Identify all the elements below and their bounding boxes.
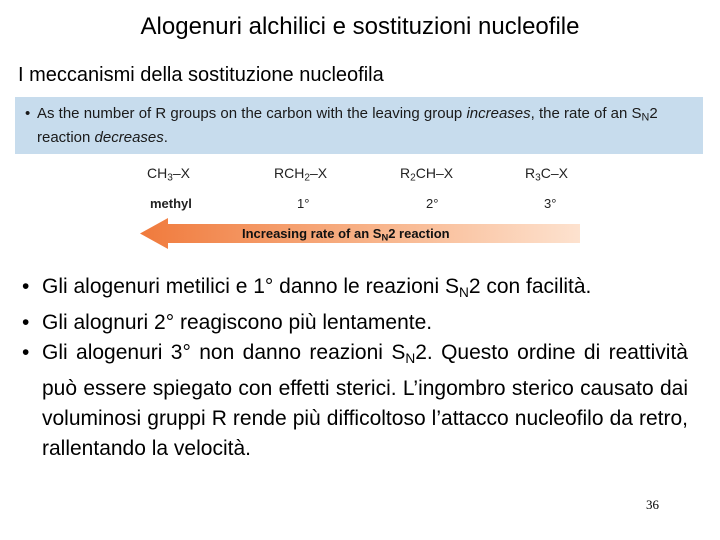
bullet-dot: • <box>22 275 30 298</box>
formula-tertiary <box>525 165 568 184</box>
bullet-dot: • <box>25 105 31 122</box>
bullet-text: Gli alognuri 2° reagiscono più lentamente. <box>42 311 433 335</box>
formula-sub: 2 <box>410 172 416 184</box>
list-item <box>22 308 688 338</box>
formula-sub: 3 <box>535 172 541 184</box>
bullet-dot: • <box>22 341 30 365</box>
bullet-sub: N <box>405 351 416 367</box>
list-item <box>22 272 688 308</box>
formula-tail: CH–X <box>415 165 454 181</box>
formula-tail: –X <box>309 165 328 181</box>
figure-statement-band <box>15 97 703 154</box>
formula-tail: C–X <box>540 165 568 181</box>
bullet-text: Gli alogenuri 3° non danno reazioni S <box>42 341 406 365</box>
bullet-list <box>22 272 688 464</box>
formula-sub: 3 <box>167 172 173 184</box>
statement-part2: , the rate of an S <box>530 105 642 122</box>
list-item <box>22 338 688 464</box>
slide-title: Alogenuri alchilici e sostituzioni nucleofile <box>140 13 580 40</box>
arrow-label-sub: N <box>381 232 389 243</box>
arrow-label-suffix: 2 reaction <box>388 226 450 241</box>
degree-tertiary: 3° <box>544 196 557 211</box>
degree-methyl: methyl <box>150 196 192 211</box>
arrow-label-prefix: Increasing rate of an S <box>242 226 382 241</box>
bullet-sub: N <box>458 285 469 301</box>
formula-primary <box>274 165 327 184</box>
formula-main: RCH <box>274 165 305 181</box>
formula-main: CH <box>147 165 168 181</box>
formula-sub: 2 <box>304 172 310 184</box>
bullet-text-post: 2. Questo ordine di reattività può essere spiegato con effetti sterici. L’ingombro sterico causato dai voluminosi gruppi R rende più difficoltoso l’attacco nucleofilo da retro, rallentando la velocità. <box>42 341 688 461</box>
formula-methyl <box>147 165 190 184</box>
statement-part4: . <box>163 128 168 146</box>
statement-decreases: decreases <box>94 128 164 146</box>
statement-part1: As the number of R groups on the carbon with the leaving group <box>37 105 467 122</box>
page-number: 36 <box>646 497 659 512</box>
degree-primary: 1° <box>297 196 310 211</box>
formula-main: R <box>400 165 411 181</box>
figure-statement <box>25 104 697 148</box>
slide-subtitle: I meccanismi della sostituzione nucleofila <box>18 64 384 86</box>
statement-sub: N <box>641 111 650 124</box>
bullet-dot: • <box>22 311 30 335</box>
bullet-text-post: 2 con facilità. <box>468 275 592 298</box>
formula-main: R <box>525 165 536 181</box>
degree-secondary: 2° <box>426 196 439 211</box>
statement-part3: 2 reaction <box>37 105 658 146</box>
arrow-label <box>242 226 450 242</box>
formula-tail: –X <box>172 165 190 181</box>
bullet-text: Gli alogenuri metilici e 1° danno le reazioni S <box>42 275 459 298</box>
statement-increases: increases <box>466 105 531 122</box>
formula-secondary <box>400 165 453 184</box>
